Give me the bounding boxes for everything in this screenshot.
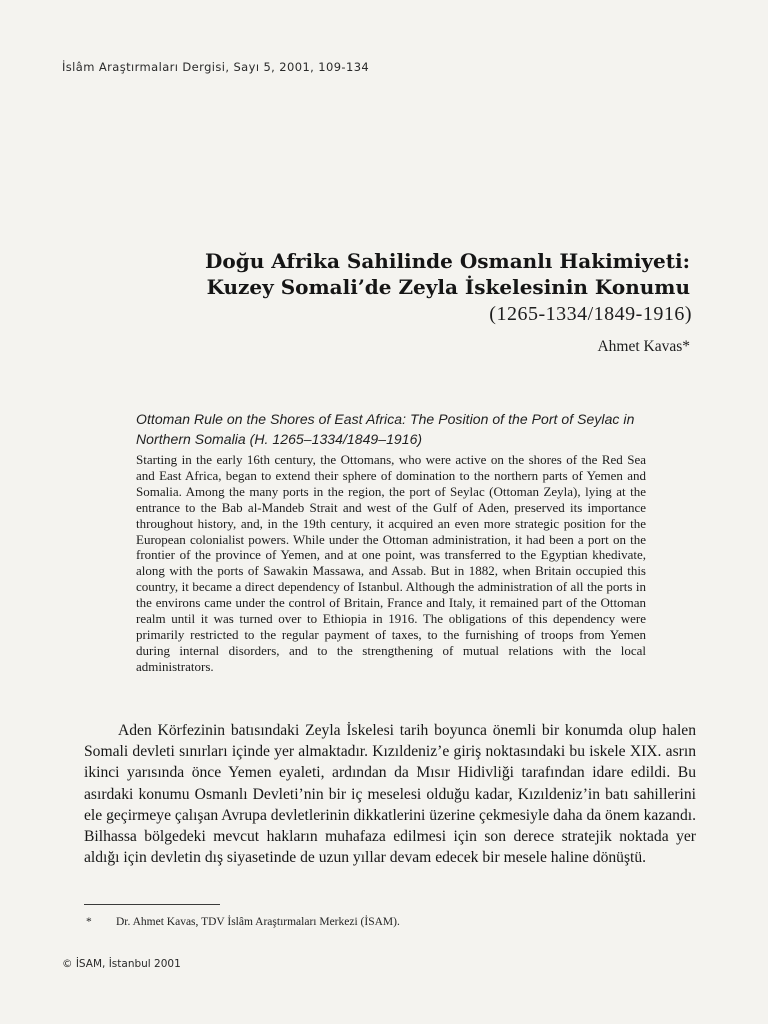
copyright-notice: © İSAM, İstanbul 2001: [62, 958, 181, 970]
footnote-divider: [84, 904, 220, 905]
author-name: Ahmet Kavas*: [597, 338, 690, 355]
english-abstract: [136, 409, 646, 675]
article-title-line-2: Kuzey Somali’de Zeyla İskelesinin Konumu: [206, 275, 690, 299]
abstract-body: Starting in the early 16th century, the Ottomans, who were active on the shores of the Red Sea and East Africa, began to extend their sphere of domination to the northern parts of Yemen and Somalia. Among the many ports in the region, the port of Seylac (Ottoman Zeyla), lying at the entrance to the Bab al-Mandeb Strait and west of the Gulf of Aden, preserved its importance throughout history, and, in the 19th century, it acquired an even more strategic position for the European colonialist powers. While under the Ottoman administration, it had been a port on the frontier of the province of Yemen, and at one point, was transferred to the Egyptian khedivate, along with the ports of Sawakin Massawa, and Assab. But in 1882, when Britain occupied this country, it became a direct dependency of Istanbul. Although the administration of all the ports in the environs came under the control of Britain, France and Italy, it remained part of the Ottoman realm until it was turned over to Ethiopia in 1916. The obligations of this dependency were primarily restricted to the regular payment of taxes, to the furnishing of troops from Yemen during internal disorders, and to the strengthening of mutual relations with the local administrators.: [136, 452, 646, 674]
article-title-line-1: Doğu Afrika Sahilinde Osmanlı Hakimiyeti:: [205, 249, 690, 273]
body-paragraph: Aden Körfezinin batısındaki Zeyla İskelesi tarih boyunca önemli bir konumda olup halen Somali devleti sınırları içinde yer almaktadır. Kızıldeniz’e giriş noktasındaki bu iskele XIX. asrın ikinci yarısında önce Yemen eyaleti, ardından da Mısır Hidivliği tarafından idare edildi. Bu asırdaki konumu Osmanlı Devleti’nin bir iç meselesi olduğu kadar, Kızıldeniz’in batı sahillerini ele geçirmeye çalışan Avrupa devletlerinin dikkatlerini üzerine çekmesiyle daha da önem kazandı. Bilhassa bölgedeki mevcut hakların muhafaza edilmesi için son derece stratejik noktada yer aldığı için devletin dış siyasetinde de uzun yıllar devam edecek bir mesele haline dönüştü.: [84, 722, 696, 867]
footnote: [86, 916, 400, 928]
article-title-dates: (1265-1334/1849-1916): [489, 303, 692, 325]
abstract-title: Ottoman Rule on the Shores of East Africa: The Position of the Port of Seylac in Northern Somalia (H. 1265–1334/1849–1916): [136, 411, 635, 447]
footnote-mark: *: [86, 916, 92, 928]
article-title-block: [205, 248, 690, 328]
running-head: İslâm Araştırmaları Dergisi, Sayı 5, 2001, 109-134: [62, 60, 370, 74]
footnote-text: Dr. Ahmet Kavas, TDV İslâm Araştırmaları Merkezi (İSAM).: [116, 916, 400, 928]
